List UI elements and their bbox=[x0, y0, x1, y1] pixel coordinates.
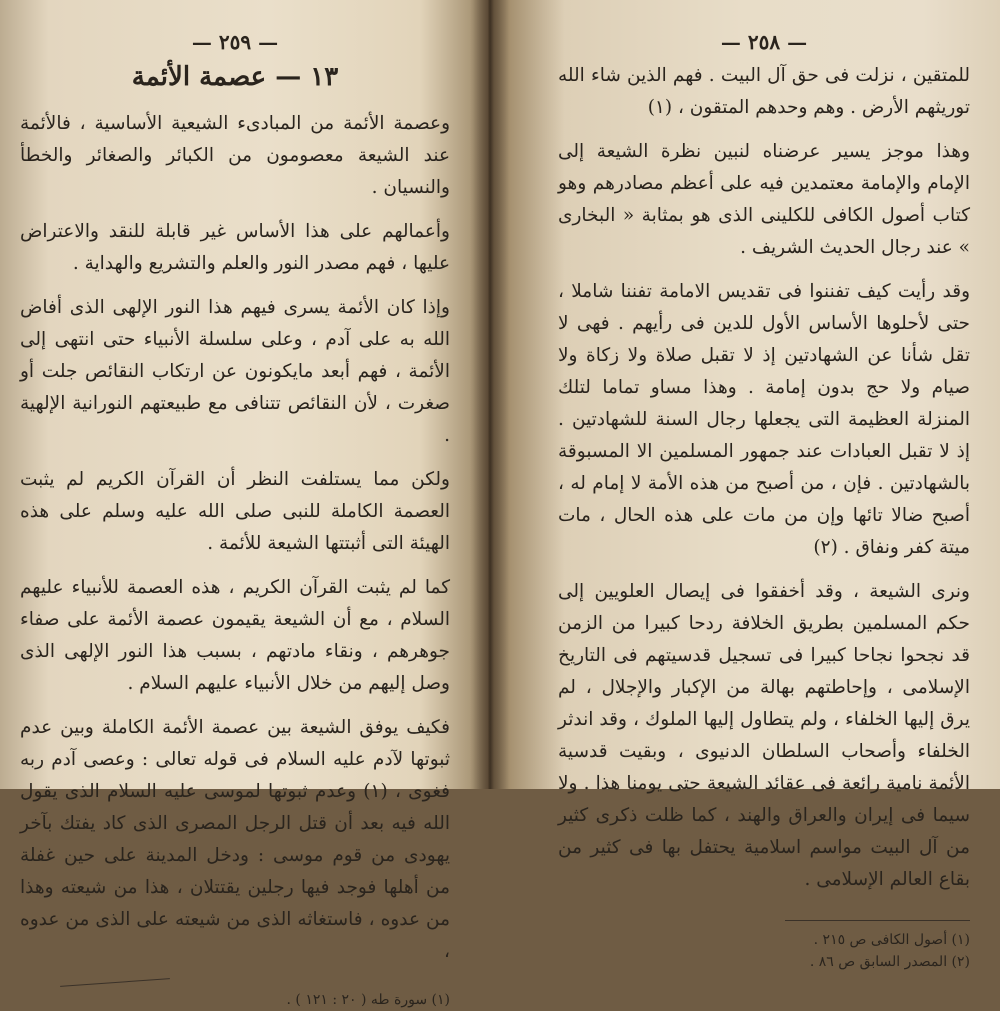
page-number: — ٢٥٩ — bbox=[191, 30, 279, 54]
paragraph: كما لم يثبت القرآن الكريم ، هذه العصمة للأنبياء عليهم السلام ، مع أن الشيعة يقيمون عصمة الأئمة على صفاء جوهرهم ، ونقاء مادتهم ، بسبب هذا النور الإلهى الذى وصل إليهم من خلال الأنبياء عليهم السلام . bbox=[20, 577, 450, 694]
right-page bbox=[488, 0, 1000, 970]
paragraph: ولكن مما يستلفت النظر أن القرآن الكريم لم يثبت العصمة الكاملة للنبى صلى الله عليه وسلم على هذه الهيئة التى أثبتتها الشيعة للأئمة . bbox=[20, 469, 450, 554]
paragraph: وقد رأيت كيف تفننوا فى تقديس الامامة تفننا شاملا ، حتى لأحلوها الأساس الأول للدين فى رأيهم . فهى لا تقل شأنا عن الشهادتين إذ لا تقبل صلاة ولا زكاة ولا صيام ولا حج بدون إمامة . وهذا مساو تماما لتلك المنزلة العظيمة التى يجعلها رجال السنة للشهادتين . إذ لا تقبل العبادات عند جمهور المسلمين الا المسبوقة بالشهادتين . فإن ، من أصبح من هذه الأمة لا إمام له ، أصبح ضالا تائها وإن من مات على هذه الحال ، مات ميتة كفر ونفاق . (٢) bbox=[558, 281, 970, 558]
paragraph: وعصمة الأئمة من المبادىء الشيعية الأساسية ، فالأئمة عند الشيعة معصومون من الكبائر والصغائر والخطأ والنسيان . bbox=[20, 113, 450, 198]
chapter-title: ١٣ — عصمة الأئمة bbox=[131, 62, 339, 92]
left-page bbox=[0, 0, 488, 1008]
footnote-divider bbox=[60, 978, 170, 987]
paragraph: وأعمالهم على هذا الأساس غير قابلة للنقد والاعتراض عليها ، فهم مصدر النور والعلم والتشريع والهداية . bbox=[20, 221, 450, 274]
paragraph: ونرى الشيعة ، وقد أخفقوا فى إيصال العلويين إلى حكم المسلمين بطريق الخلافة ردحا كبيرا من الزمن قد نجحوا نجاحا كبيرا فى تسجيل قدسيتهم فى التاريخ الإسلامى ، وإحاطتهم بهالة من الإكبار والإجلال ، لم يرق إليها الخلفاء ، ولم يتطاول إليها الملوك ، وقد اندثر الخلفاء وأصحاب السلطان الدنيوى ، وبقيت قدسية الأئمة نامية رائعة فى عقائد الشيعة حتى يومنا هذا . ولا سيما فى إيران والعراق والهند ، كما ظلت ذكرى كثير من آل البيت مواسم اسلامية يحتفل بها فى كثير من بقاع العالم الإسلامى . bbox=[558, 581, 970, 890]
page-number: — ٢٥٨ — bbox=[720, 30, 808, 54]
paragraph: للمتقين ، نزلت فى حق آل البيت . فهم الذين شاء الله توريثهم الأرض . وهم وحدهم المتقون ، (١) bbox=[558, 65, 970, 118]
paragraph: وإذا كان الأئمة يسرى فيهم هذا النور الإلهى الذى أفاض الله به على آدم ، وعلى سلسلة الأنبياء حتى انتهى إلى الأئمة ، فهم أبعد مايكونون عن ارتكاب النقائص جلت أو صغرت ، لأن النقائص تتنافى مع طبيعتهم النورانية الإلهية . bbox=[20, 297, 450, 446]
paragraph: وهذا موجز يسير عرضناه لنبين نظرة الشيعة إلى الإمام والإمامة معتمدين فيه على أعظم مصادرهم وهو كتاب أصول الكافى للكلينى الذى هو بمثابة « البخارى » عند رجال الحديث الشريف . bbox=[558, 141, 970, 258]
footnote-divider bbox=[785, 920, 970, 921]
footnote: (١) أصول الكافى ص ٢١٥ . bbox=[813, 932, 970, 948]
footnote: (٢) المصدر السابق ص ٨٦ . bbox=[809, 954, 970, 970]
footnote: (١) سورة طه ( ٢٠ : ١٢١ ) . bbox=[286, 992, 450, 1008]
paragraph: فكيف يوفق الشيعة بين عصمة الأئمة الكاملة وبين عدم ثبوتها لآدم عليه السلام فى قوله تعالى : وعصى آدم ربه فغوى ، (١) وعدم ثبوتها لموسى عليه السلام الذى يقول الله فيه بعد أن قتل الرجل المصرى الذى كاد يفتك بآخر يهودى من قوم موسى : ودخل المدينة على حين غفلة من أهلها فوجد فيها رجلين يقتتلان ، هذا من شيعته وهذا من عدوه ، فاستغاثه الذى من شيعته على الذى من عدوه ، bbox=[20, 717, 450, 962]
